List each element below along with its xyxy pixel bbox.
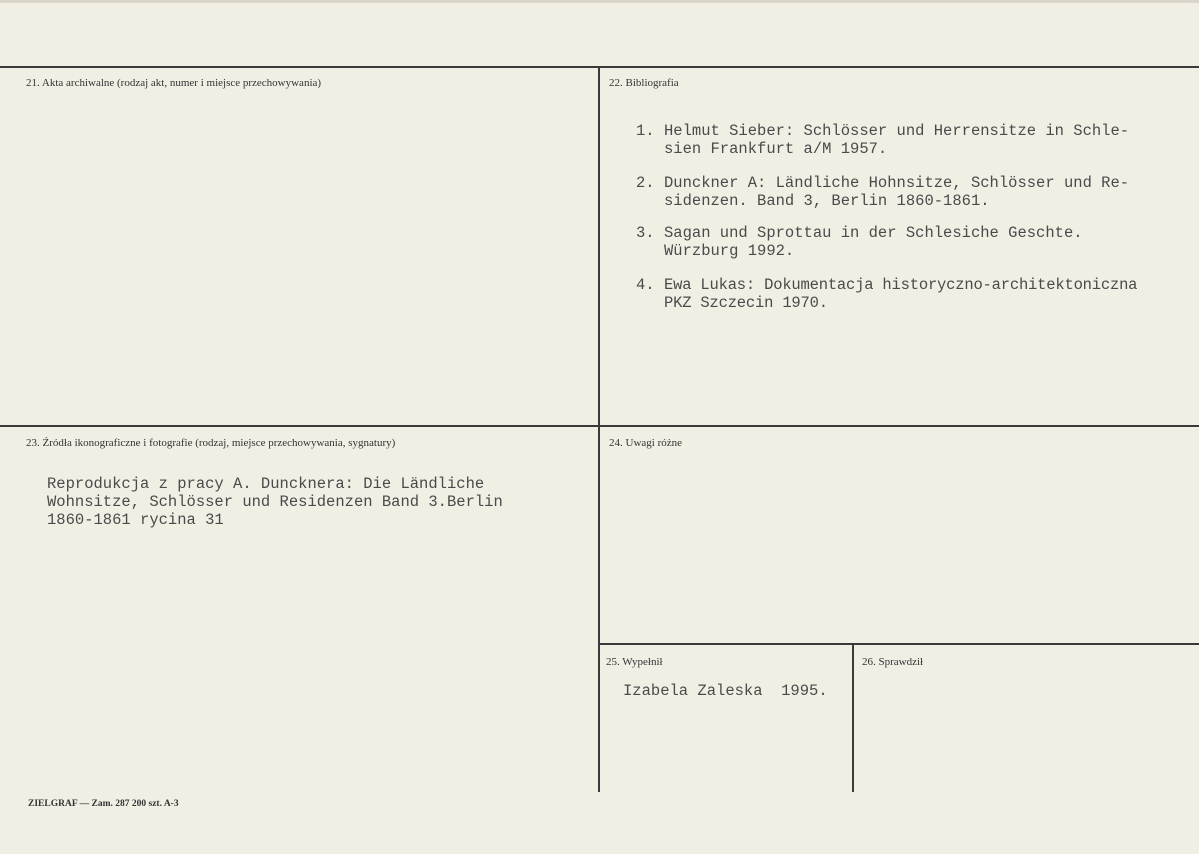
bibliography-number: 4. (636, 276, 655, 294)
signature-divider (852, 643, 854, 792)
section-23-text: Reprodukcja z pracy A. Duncknera: Die Ländliche Wohnsitze, Schlösser und Residenzen Band 3.Berlin 1860-1861 rycina 31 (47, 475, 503, 529)
section-21-label: 21. Akta archiwalne (rodzaj akt, numer i miejsce przechowywania) (26, 77, 322, 89)
section-24-label: 24. Uwagi różne (609, 437, 683, 449)
section-25-value: Izabela Zaleska 1995. (623, 682, 828, 700)
section-26-label: 26. Sprawdził (862, 656, 924, 668)
center-divider (598, 66, 600, 792)
bibliography-text: Dunckner A: Ländliche Hohnsitze, Schlösser und Re- sidenzen. Band 3, Berlin 1860-1861. (664, 174, 1130, 210)
bibliography-number: 2. (636, 174, 655, 192)
signature-rule (599, 643, 1199, 645)
top-edge (0, 0, 1199, 3)
section-22-label: 22. Bibliografia (609, 77, 679, 89)
bibliography-text: Ewa Lukas: Dokumentacja historyczno-architektoniczna PKZ Szczecin 1970. (664, 276, 1138, 312)
bibliography-number: 1. (636, 122, 655, 140)
printer-imprint: ZIELGRAF — Zam. 287 200 szt. A-3 (28, 799, 179, 809)
bibliography-text: Sagan und Sprottau in der Schlesiche Geschte. Würzburg 1992. (664, 224, 1083, 260)
bibliography-number: 3. (636, 224, 655, 242)
section-25-label: 25. Wypełnił (606, 656, 663, 668)
bibliography-text: Helmut Sieber: Schlösser und Herrensitze in Schle- sien Frankfurt a/M 1957. (664, 122, 1130, 158)
section-23-label: 23. Źródła ikonograficzne i fotografie (rodzaj, miejsce przechowywania, sygnatury) (26, 437, 396, 449)
